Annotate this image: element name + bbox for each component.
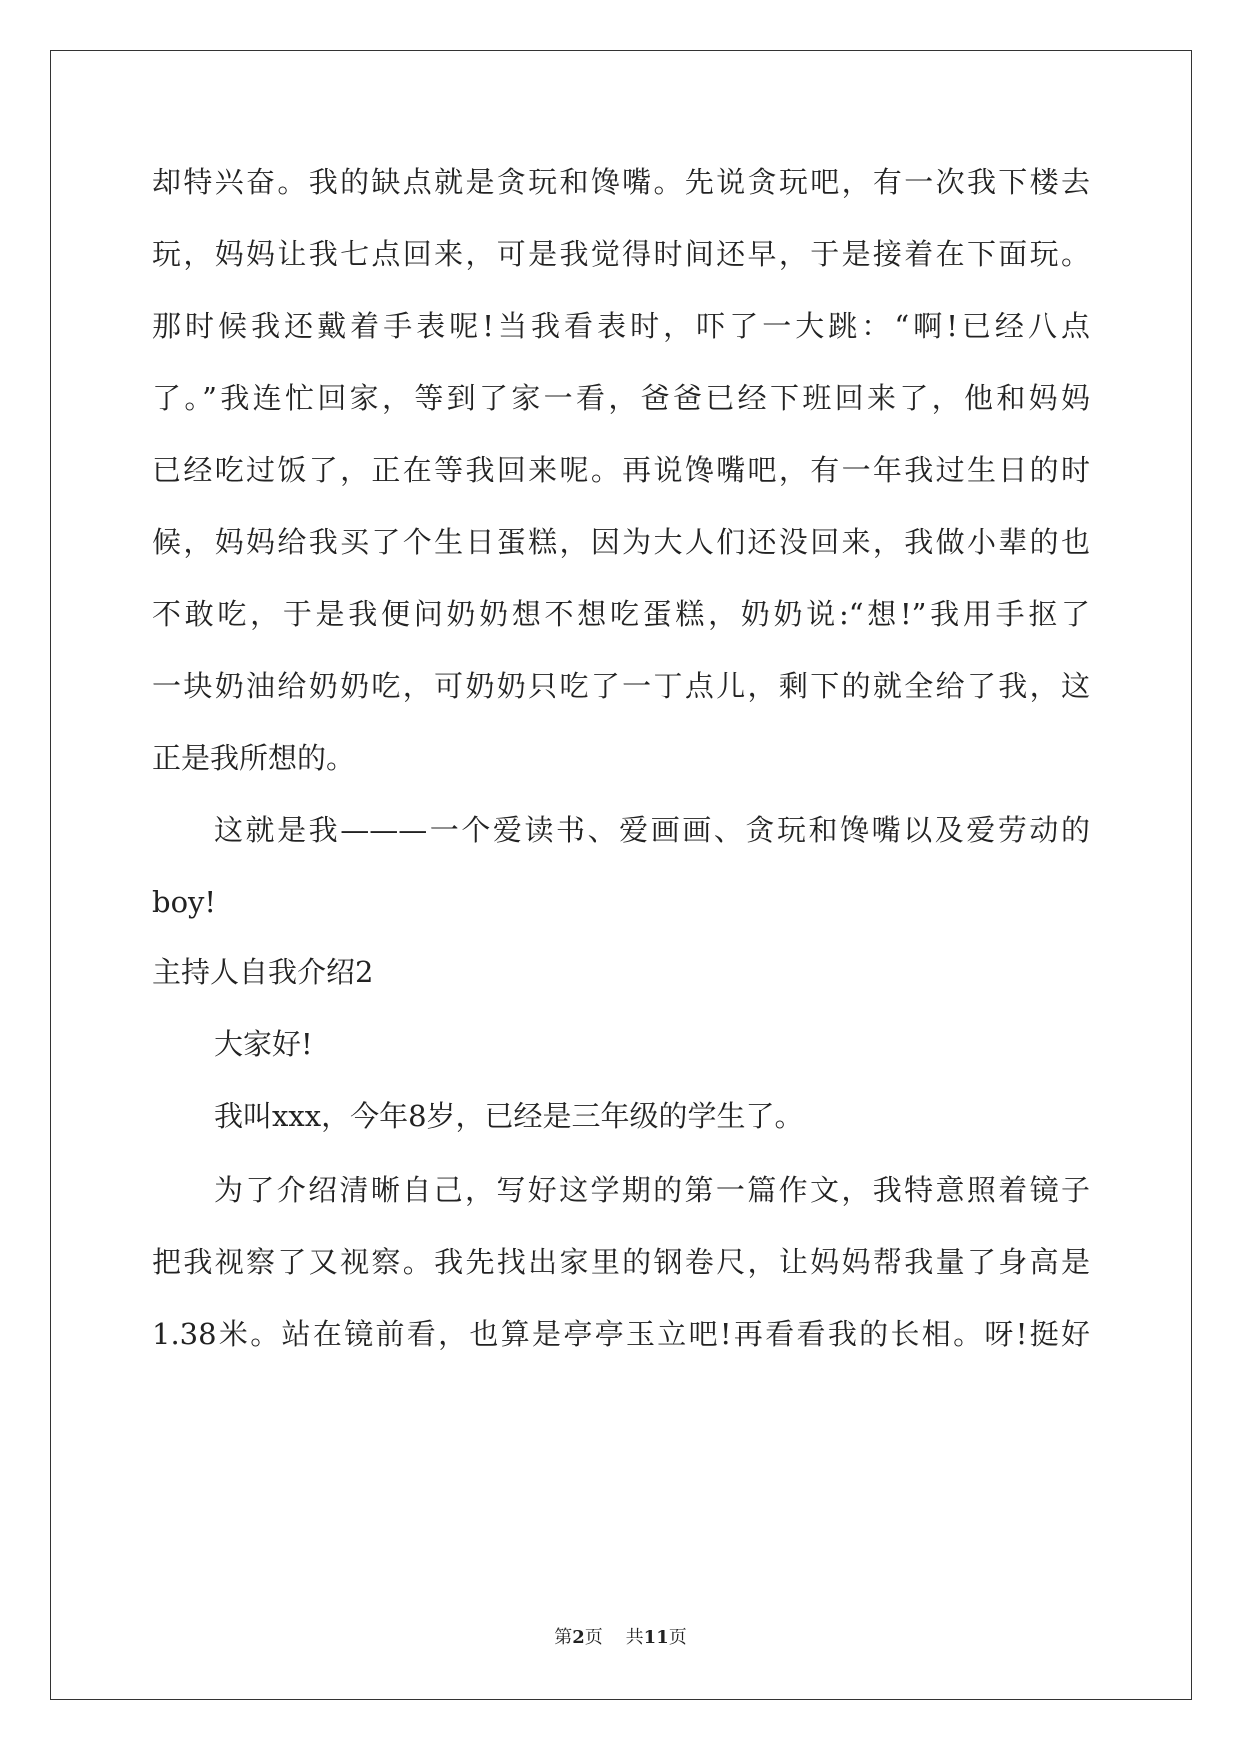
- text-line: 把我视察了又视察。我先找出家里的钢卷尺，让妈妈帮我量了身高是: [152, 1245, 1090, 1279]
- footer-total-prefix: 共: [625, 1627, 644, 1648]
- paragraph-first-line: 为了介绍清晰自己，写好这学期的第一篇作文，我特意照着镜子: [214, 1173, 1090, 1207]
- total-page-count: 11: [643, 1627, 669, 1648]
- footer-prefix: 第: [554, 1627, 573, 1648]
- text-line: 不敢吃，于是我便问奶奶想不想吃蛋糕，奶奶说:“想!”我用手抠了: [152, 597, 1090, 631]
- footer-page-unit: 页: [584, 1627, 603, 1648]
- text-line: 候，妈妈给我买了个生日蛋糕，因为大人们还没回来，我做小辈的也: [152, 525, 1090, 559]
- section-heading: 主持人自我介绍2: [152, 955, 374, 989]
- text-line: 正是我所想的。: [152, 741, 356, 775]
- greeting-line: 大家好!: [214, 1027, 313, 1061]
- text-line: 已经吃过饭了，正在等我回来呢。再说馋嘴吧，有一年我过生日的时: [152, 453, 1090, 487]
- page-footer: [0, 1626, 1241, 1650]
- paragraph-first-line: 我叫xxx，今年8岁，已经是三年级的学生了。: [214, 1099, 804, 1133]
- text-line: 却特兴奋。我的缺点就是贪玩和馋嘴。先说贪玩吧，有一次我下楼去: [152, 165, 1090, 199]
- text-line: 1.38米。站在镜前看，也算是亭亭玉立吧!再看看我的长相。呀!挺好: [152, 1317, 1090, 1351]
- text-line: 了。”我连忙回家，等到了家一看，爸爸已经下班回来了，他和妈妈: [152, 381, 1090, 415]
- text-line: 玩，妈妈让我七点回来，可是我觉得时间还早，于是接着在下面玩。: [152, 237, 1090, 271]
- text-line: boy!: [152, 885, 217, 919]
- text-line: 一块奶油给奶奶吃，可奶奶只吃了一丁点儿，剩下的就全给了我，这: [152, 669, 1090, 703]
- footer-total-unit: 页: [668, 1627, 687, 1648]
- page-border: [50, 50, 1192, 1700]
- text-line: 那时候我还戴着手表呢!当我看表时，吓了一大跳：“啊!已经八点: [152, 309, 1090, 343]
- paragraph-first-line: 这就是我———一个爱读书、爱画画、贪玩和馋嘴以及爱劳动的: [214, 813, 1090, 847]
- current-page-number: 2: [572, 1627, 585, 1648]
